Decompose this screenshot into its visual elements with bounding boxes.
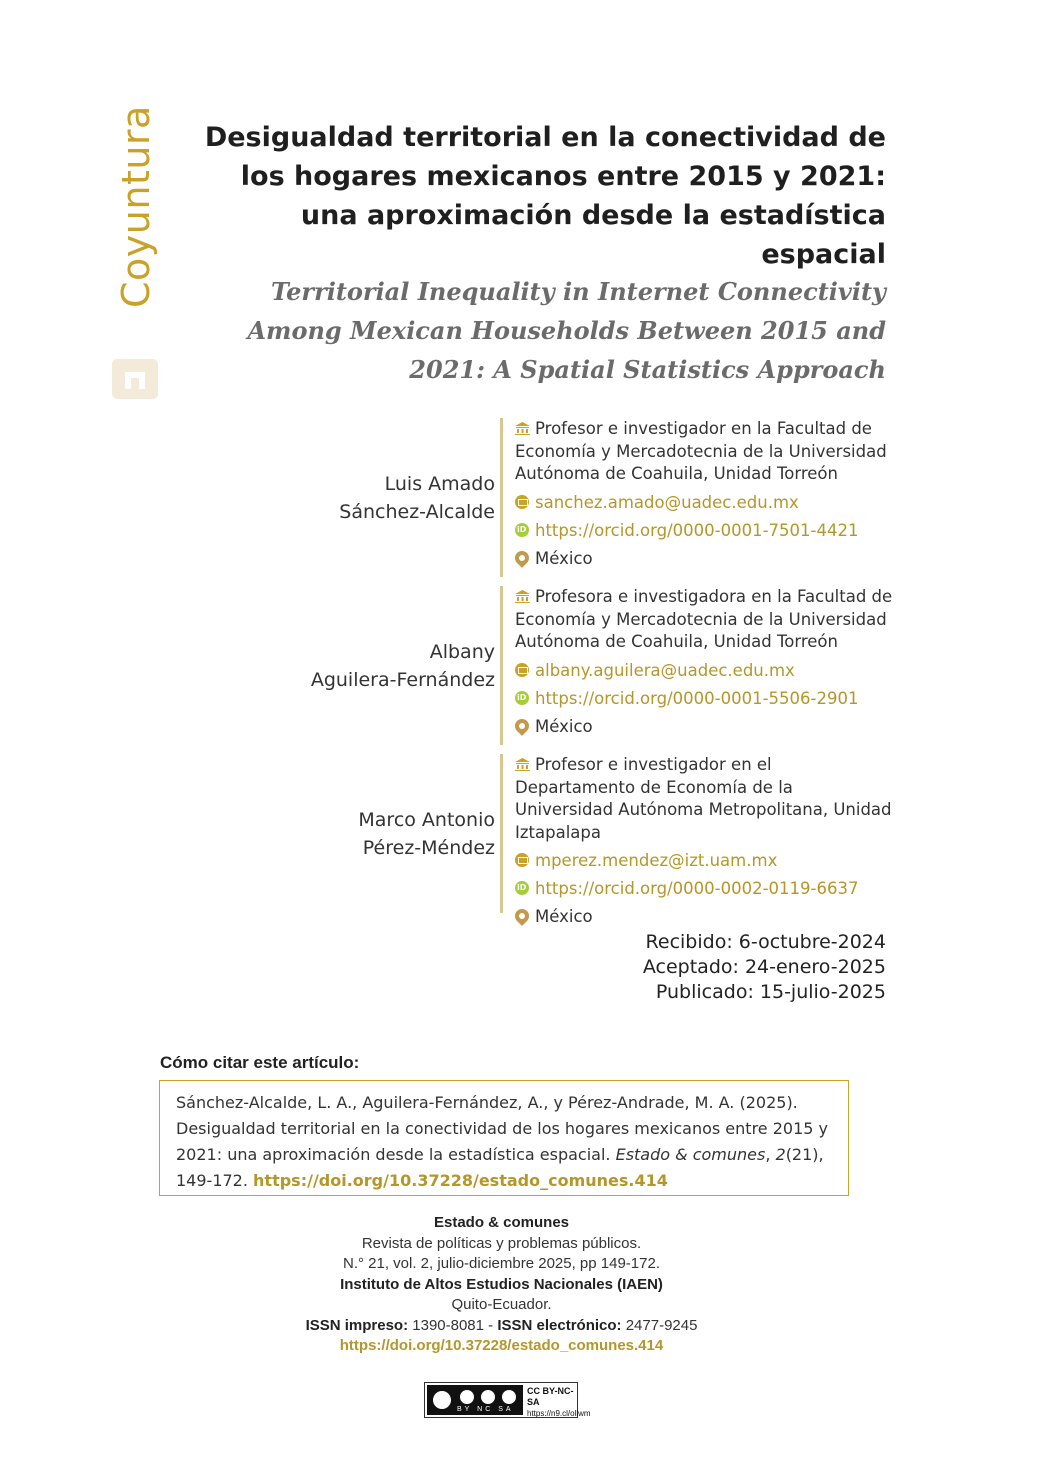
author-name xyxy=(195,638,495,694)
author-orcid-link[interactable]: https://orcid.org/0000-0001-7501-4421 xyxy=(535,520,859,540)
author-block xyxy=(150,754,910,926)
orcid-icon xyxy=(515,881,529,895)
citation-journal: Estado & comunes xyxy=(615,1145,766,1164)
author-country-line xyxy=(515,547,895,570)
author-divider xyxy=(500,754,503,913)
citation-text: Sánchez-Alcalde, L. A., Aguilera-Fernández, A., y Pérez-Andrade, M. A. (2025). Desigualdad territorial en la conectividad de los hogares mexicanos entre 2015 y 2021: una aproximación desde la estadística espacial. xyxy=(176,1093,828,1164)
footer-institute: Instituto de Altos Estudios Nacionales (IAEN) xyxy=(340,1275,663,1293)
sa-icon xyxy=(500,1388,518,1406)
cc-badge-labels: BY NC SA xyxy=(457,1406,514,1413)
date-received: Recibido: 6-octubre-2024 xyxy=(645,931,886,953)
journal-footer xyxy=(200,1213,803,1357)
footer-doi-link[interactable]: https://doi.org/10.37228/estado_comunes.414 xyxy=(339,1337,664,1354)
orcid-icon xyxy=(515,691,529,705)
cc-icons xyxy=(427,1385,523,1415)
issn-print: 1390-8081 - xyxy=(408,1316,498,1334)
location-pin-icon xyxy=(512,906,532,926)
institution-icon xyxy=(515,758,530,771)
article-title-english: Territorial Inequality in Internet Connectivity Among Mexican Households Between 2015 and 2021: A Spatial Statistics Approach xyxy=(247,277,886,384)
author-info xyxy=(515,754,895,928)
author-name-line: Marco Antonio xyxy=(358,809,495,831)
issn-online: 2477-9245 xyxy=(621,1316,698,1334)
author-affiliation xyxy=(515,754,895,844)
author-name-line: Sánchez-Alcalde xyxy=(339,501,495,523)
cc-license-name: CC BY-NC-SA xyxy=(527,1386,574,1407)
author-country: México xyxy=(535,716,593,736)
citation-box xyxy=(159,1080,849,1196)
issn-print-label: ISSN impreso: xyxy=(305,1316,409,1334)
affiliation-text: Profesor e investigador en el Departamento de Economía de la Universidad Autónoma Metropolitana, Unidad Iztapalapa xyxy=(515,755,892,842)
email-icon xyxy=(515,663,529,677)
institution-icon xyxy=(515,590,530,603)
author-email-line xyxy=(515,491,895,514)
publication-dates xyxy=(643,930,886,1005)
author-orcid-line xyxy=(515,877,895,900)
affiliation-text: Profesor e investigador en la Facultad de Economía y Mercadotecnia de la Universidad Autónoma de Coahuila, Unidad Torreón xyxy=(515,419,887,483)
author-email-line xyxy=(515,659,895,682)
author-country-line xyxy=(515,905,895,928)
location-pin-icon xyxy=(512,716,532,736)
institution-icon xyxy=(515,422,530,435)
author-info xyxy=(515,586,895,738)
author-name-line: Luis Amado xyxy=(384,473,495,495)
email-icon xyxy=(515,495,529,509)
cc-license-badge[interactable] xyxy=(424,1382,591,1418)
article-title: Desigualdad territorial en la conectividad de los hogares mexicanos entre 2015 y 2021: una aproximación desde la estadística espacial xyxy=(204,122,886,270)
author-orcid-link[interactable]: https://orcid.org/0000-0001-5506-2901 xyxy=(535,688,859,708)
date-published: Publicado: 15-julio-2025 xyxy=(655,981,886,1003)
author-email-line xyxy=(515,849,895,872)
cc-license-text xyxy=(527,1386,591,1419)
author-orcid-line xyxy=(515,687,895,710)
author-affiliation xyxy=(515,586,895,654)
author-divider xyxy=(500,586,503,745)
citation-separator: , xyxy=(765,1145,776,1164)
author-email-link[interactable]: mperez.mendez@izt.uam.mx xyxy=(535,851,778,870)
nc-icon xyxy=(479,1388,497,1406)
journal-logo-icon xyxy=(112,359,158,399)
orcid-icon xyxy=(515,523,529,537)
author-block xyxy=(150,418,910,578)
author-country: México xyxy=(535,548,593,568)
by-icon xyxy=(458,1388,476,1406)
author-name xyxy=(195,470,495,526)
author-email-link[interactable]: sanchez.amado@uadec.edu.mx xyxy=(535,492,799,512)
citation-heading: Cómo citar este artículo: xyxy=(160,1053,360,1072)
author-divider xyxy=(500,418,503,577)
author-name-line: Pérez-Méndez xyxy=(362,837,495,859)
citation-issue: (21), 149-172. xyxy=(176,1145,824,1190)
footer-issue-info: N.° 21, vol. 2, julio-diciembre 2025, pp 149-172. xyxy=(342,1255,660,1272)
author-country-line xyxy=(515,715,895,738)
section-label: Coyuntura xyxy=(114,105,158,308)
author-orcid-line xyxy=(515,519,895,542)
issn-online-label: ISSN electrónico: xyxy=(497,1316,622,1334)
author-name-line: Aguilera-Fernández xyxy=(310,669,495,691)
citation-volume: 2 xyxy=(775,1145,786,1164)
cc-icon xyxy=(431,1389,453,1411)
author-country: México xyxy=(535,907,593,926)
author-block xyxy=(150,586,910,746)
footer-city: Quito-Ecuador. xyxy=(451,1296,552,1313)
footer-journal-name: Estado & comunes xyxy=(433,1214,570,1231)
location-pin-icon xyxy=(512,548,532,568)
date-accepted: Aceptado: 24-enero-2025 xyxy=(642,956,886,978)
author-affiliation xyxy=(515,418,895,486)
author-info xyxy=(515,418,895,570)
affiliation-text: Profesora e investigadora en la Facultad de Economía y Mercadotecnia de la Universidad Autónoma de Coahuila, Unidad Torreón xyxy=(515,587,893,651)
footer-subtitle: Revista de políticas y problemas públicos. xyxy=(361,1234,642,1252)
email-icon xyxy=(515,853,529,867)
author-email-link[interactable]: albany.aguilera@uadec.edu.mx xyxy=(535,660,795,680)
cc-license-url[interactable]: https://n9.cl/ollwm xyxy=(527,1409,591,1418)
author-orcid-link[interactable]: https://orcid.org/0000-0002-0119-6637 xyxy=(535,879,859,898)
author-name xyxy=(195,806,495,862)
author-name-line: Albany xyxy=(429,641,495,663)
footer-issn xyxy=(200,1316,803,1337)
citation-doi-link[interactable]: https://doi.org/10.37228/estado_comunes.414 xyxy=(253,1171,668,1190)
